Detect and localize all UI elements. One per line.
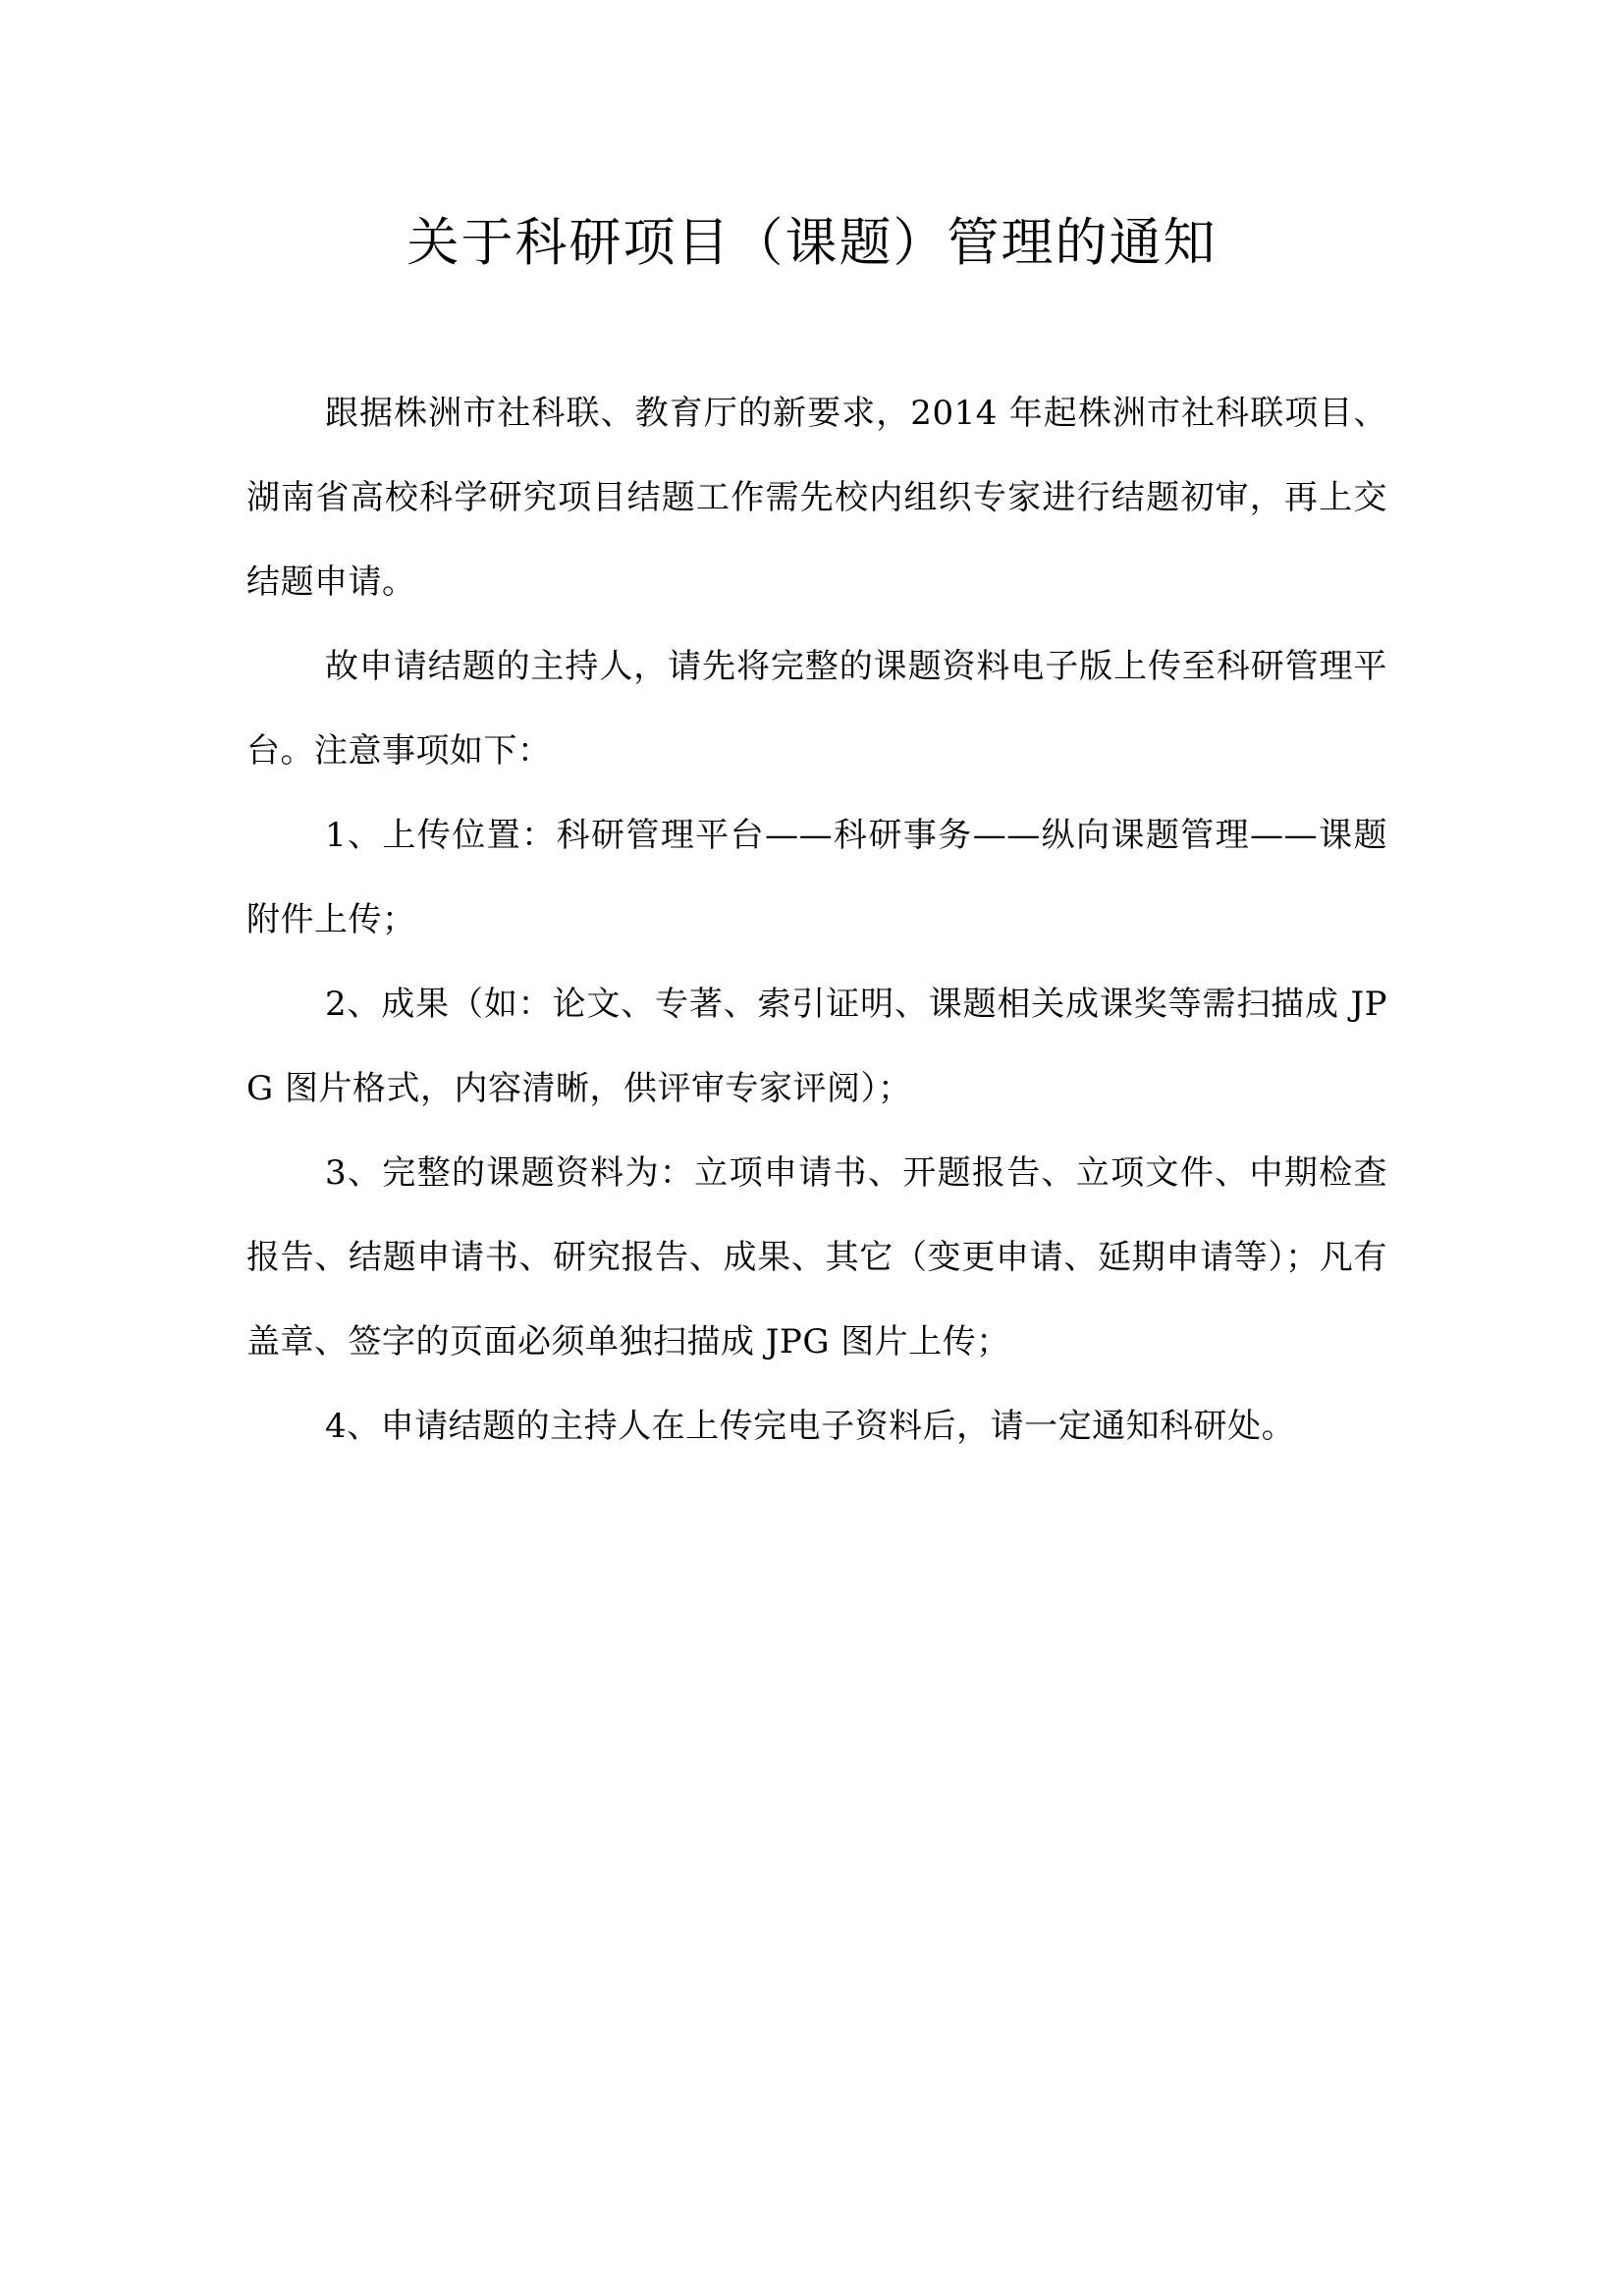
document-title: 关于科研项目（课题）管理的通知 [406, 213, 1218, 273]
paragraph-instruction: 故申请结题的主持人，请先将完整的课题资料电子版上传至科研管理平台。注意事项如下： [246, 647, 1387, 771]
paragraph-item-1: 1、上传位置：科研管理平台——科研事务——纵向课题管理——课题附件上传； [246, 816, 1387, 939]
paragraph-item-4: 4、申请结题的主持人在上传完电子资料后，请一定通知科研处。 [325, 1407, 1296, 1446]
paragraph-item-2: 2、成果（如：论文、专著、索引证明、课题相关成课奖等需扫描成 JPG 图片格式，内容清晰，供评审专家评阅）； [246, 985, 1387, 1108]
paragraph-item-3: 3、完整的课题资料为：立项申请书、开题报告、立项文件、中期检查报告、结题申请书、研究报告、成果、其它（变更申请、延期申请等）；凡有盖章、签字的页面必须单独扫描成 JPG 图片上传； [246, 1153, 1387, 1362]
document-body [246, 371, 1387, 1468]
paragraph-intro: 跟据株洲市社科联、教育厅的新要求，2014 年起株洲市社科联项目、湖南省高校科学研究项目结题工作需先校内组织专家进行结题初审，再上交结题申请。 [246, 394, 1387, 602]
